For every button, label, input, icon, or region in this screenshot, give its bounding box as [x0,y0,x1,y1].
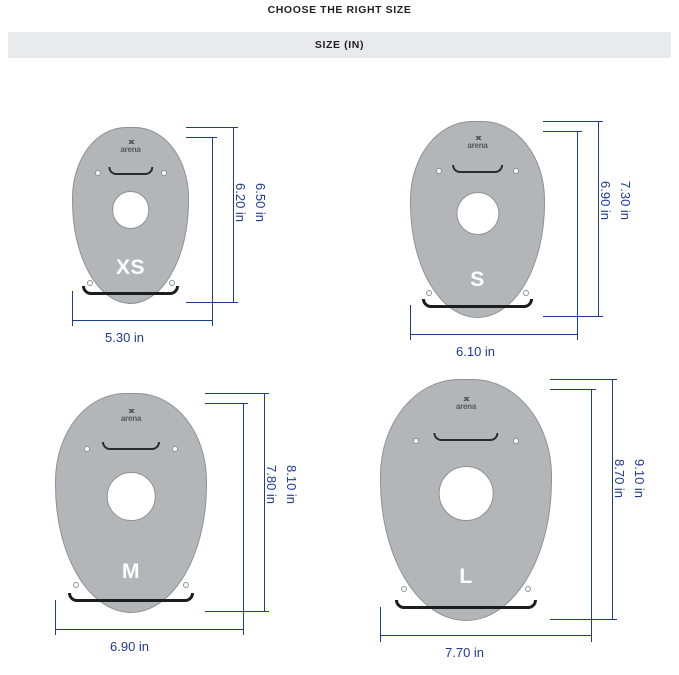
hole-dot [426,290,432,296]
center-hole-m [107,472,156,521]
dim-tick [205,403,248,404]
dim-tick [577,305,578,340]
size-label-xs: XS [115,256,146,280]
hole-dot [523,290,529,296]
hole-dot [73,582,79,588]
dim-line-width-l [380,635,591,636]
dim-tick [591,607,592,642]
strap-l [395,600,538,609]
size-cell-xs [0,95,339,373]
dim-tick [550,379,617,380]
hole-dot [525,586,531,592]
dim-line-width-xs [72,320,212,321]
center-hole-l [439,466,494,521]
arena-logo-s [467,136,487,150]
size-grid [0,95,679,675]
dim-line-height-inner-s [577,131,578,316]
dim-tick [243,600,244,635]
page-title: CHOOSE THE RIGHT SIZE [267,4,412,16]
arena-logo-l [456,397,476,411]
dim-label-width-l: 7.70 in [445,645,485,660]
arena-wordmark: arena [120,414,142,424]
hole-dot [513,438,519,444]
strap-xs [82,286,179,295]
arena-mark-icon [470,136,484,140]
arena-logo-m [121,409,141,423]
dim-tick [55,600,56,635]
strap-slot-s [452,165,504,173]
dim-label-width-m: 6.90 in [110,639,150,654]
dim-line-height-inner-l [591,389,592,619]
size-unit-bar: SIZE (IN) [8,32,671,58]
paddle-s [410,121,545,318]
dim-tick [205,393,269,394]
dim-tick [380,607,381,642]
hole-dot [84,446,90,452]
dim-line-width-s [410,334,577,335]
dim-label-height-inner-m: 7.80 in [264,465,279,505]
arena-mark-icon [123,140,137,144]
dim-tick [212,291,213,326]
arena-wordmark: arena [120,145,141,155]
hole-dot [87,280,93,286]
arena-wordmark: arena [467,140,488,150]
center-hole-s [456,192,499,235]
dim-tick [205,611,269,612]
center-hole-xs [112,191,150,229]
dim-tick [186,137,217,138]
size-cell-l [340,373,679,660]
size-label-s: S [470,267,485,291]
arena-logo-xs [120,140,140,154]
hole-dot [401,586,407,592]
hole-dot [95,170,101,176]
strap-m [68,593,194,602]
dim-label-height-outer-xs: 6.50 in [253,183,268,223]
arena-wordmark: arena [455,401,477,411]
hole-dot [183,582,189,588]
dim-label-height-inner-s: 6.90 in [598,181,613,221]
strap-s [422,299,534,308]
dim-tick [186,127,238,128]
arena-mark-icon [459,397,473,401]
dim-label-height-outer-m: 8.10 in [284,465,299,505]
dim-label-height-outer-s: 7.30 in [618,181,633,221]
dim-line-height-inner-m [243,403,244,611]
size-label-m: M [122,559,140,583]
dim-line-height-outer-l [612,379,613,619]
dim-line-height-inner-xs [212,137,213,302]
dim-label-height-inner-xs: 6.20 in [233,183,248,223]
size-label-l: L [459,564,473,588]
dim-label-height-outer-l: 9.10 in [632,459,647,499]
dim-tick [543,121,603,122]
strap-slot-xs [108,167,153,175]
hole-dot [172,446,178,452]
dim-line-width-m [55,629,243,630]
paddle-xs [72,127,189,304]
dim-tick [550,389,596,390]
paddle-l [380,379,552,621]
dim-tick [543,316,603,317]
hole-dot [169,280,175,286]
dim-tick [72,291,73,326]
dim-label-width-xs: 5.30 in [105,330,145,345]
strap-slot-l [433,433,498,441]
size-cell-s [340,95,679,373]
dim-tick [543,131,582,132]
dim-label-height-inner-l: 8.70 in [612,459,627,499]
dim-label-width-s: 6.10 in [456,344,496,359]
arena-mark-icon [124,409,138,413]
hole-dot [161,170,167,176]
hole-dot [436,168,442,174]
size-cell-m [0,373,339,654]
dim-tick [550,619,617,620]
strap-slot-m [102,442,160,450]
paddle-m [55,393,207,613]
dim-tick [410,305,411,340]
hole-dot [513,168,519,174]
hole-dot [413,438,419,444]
